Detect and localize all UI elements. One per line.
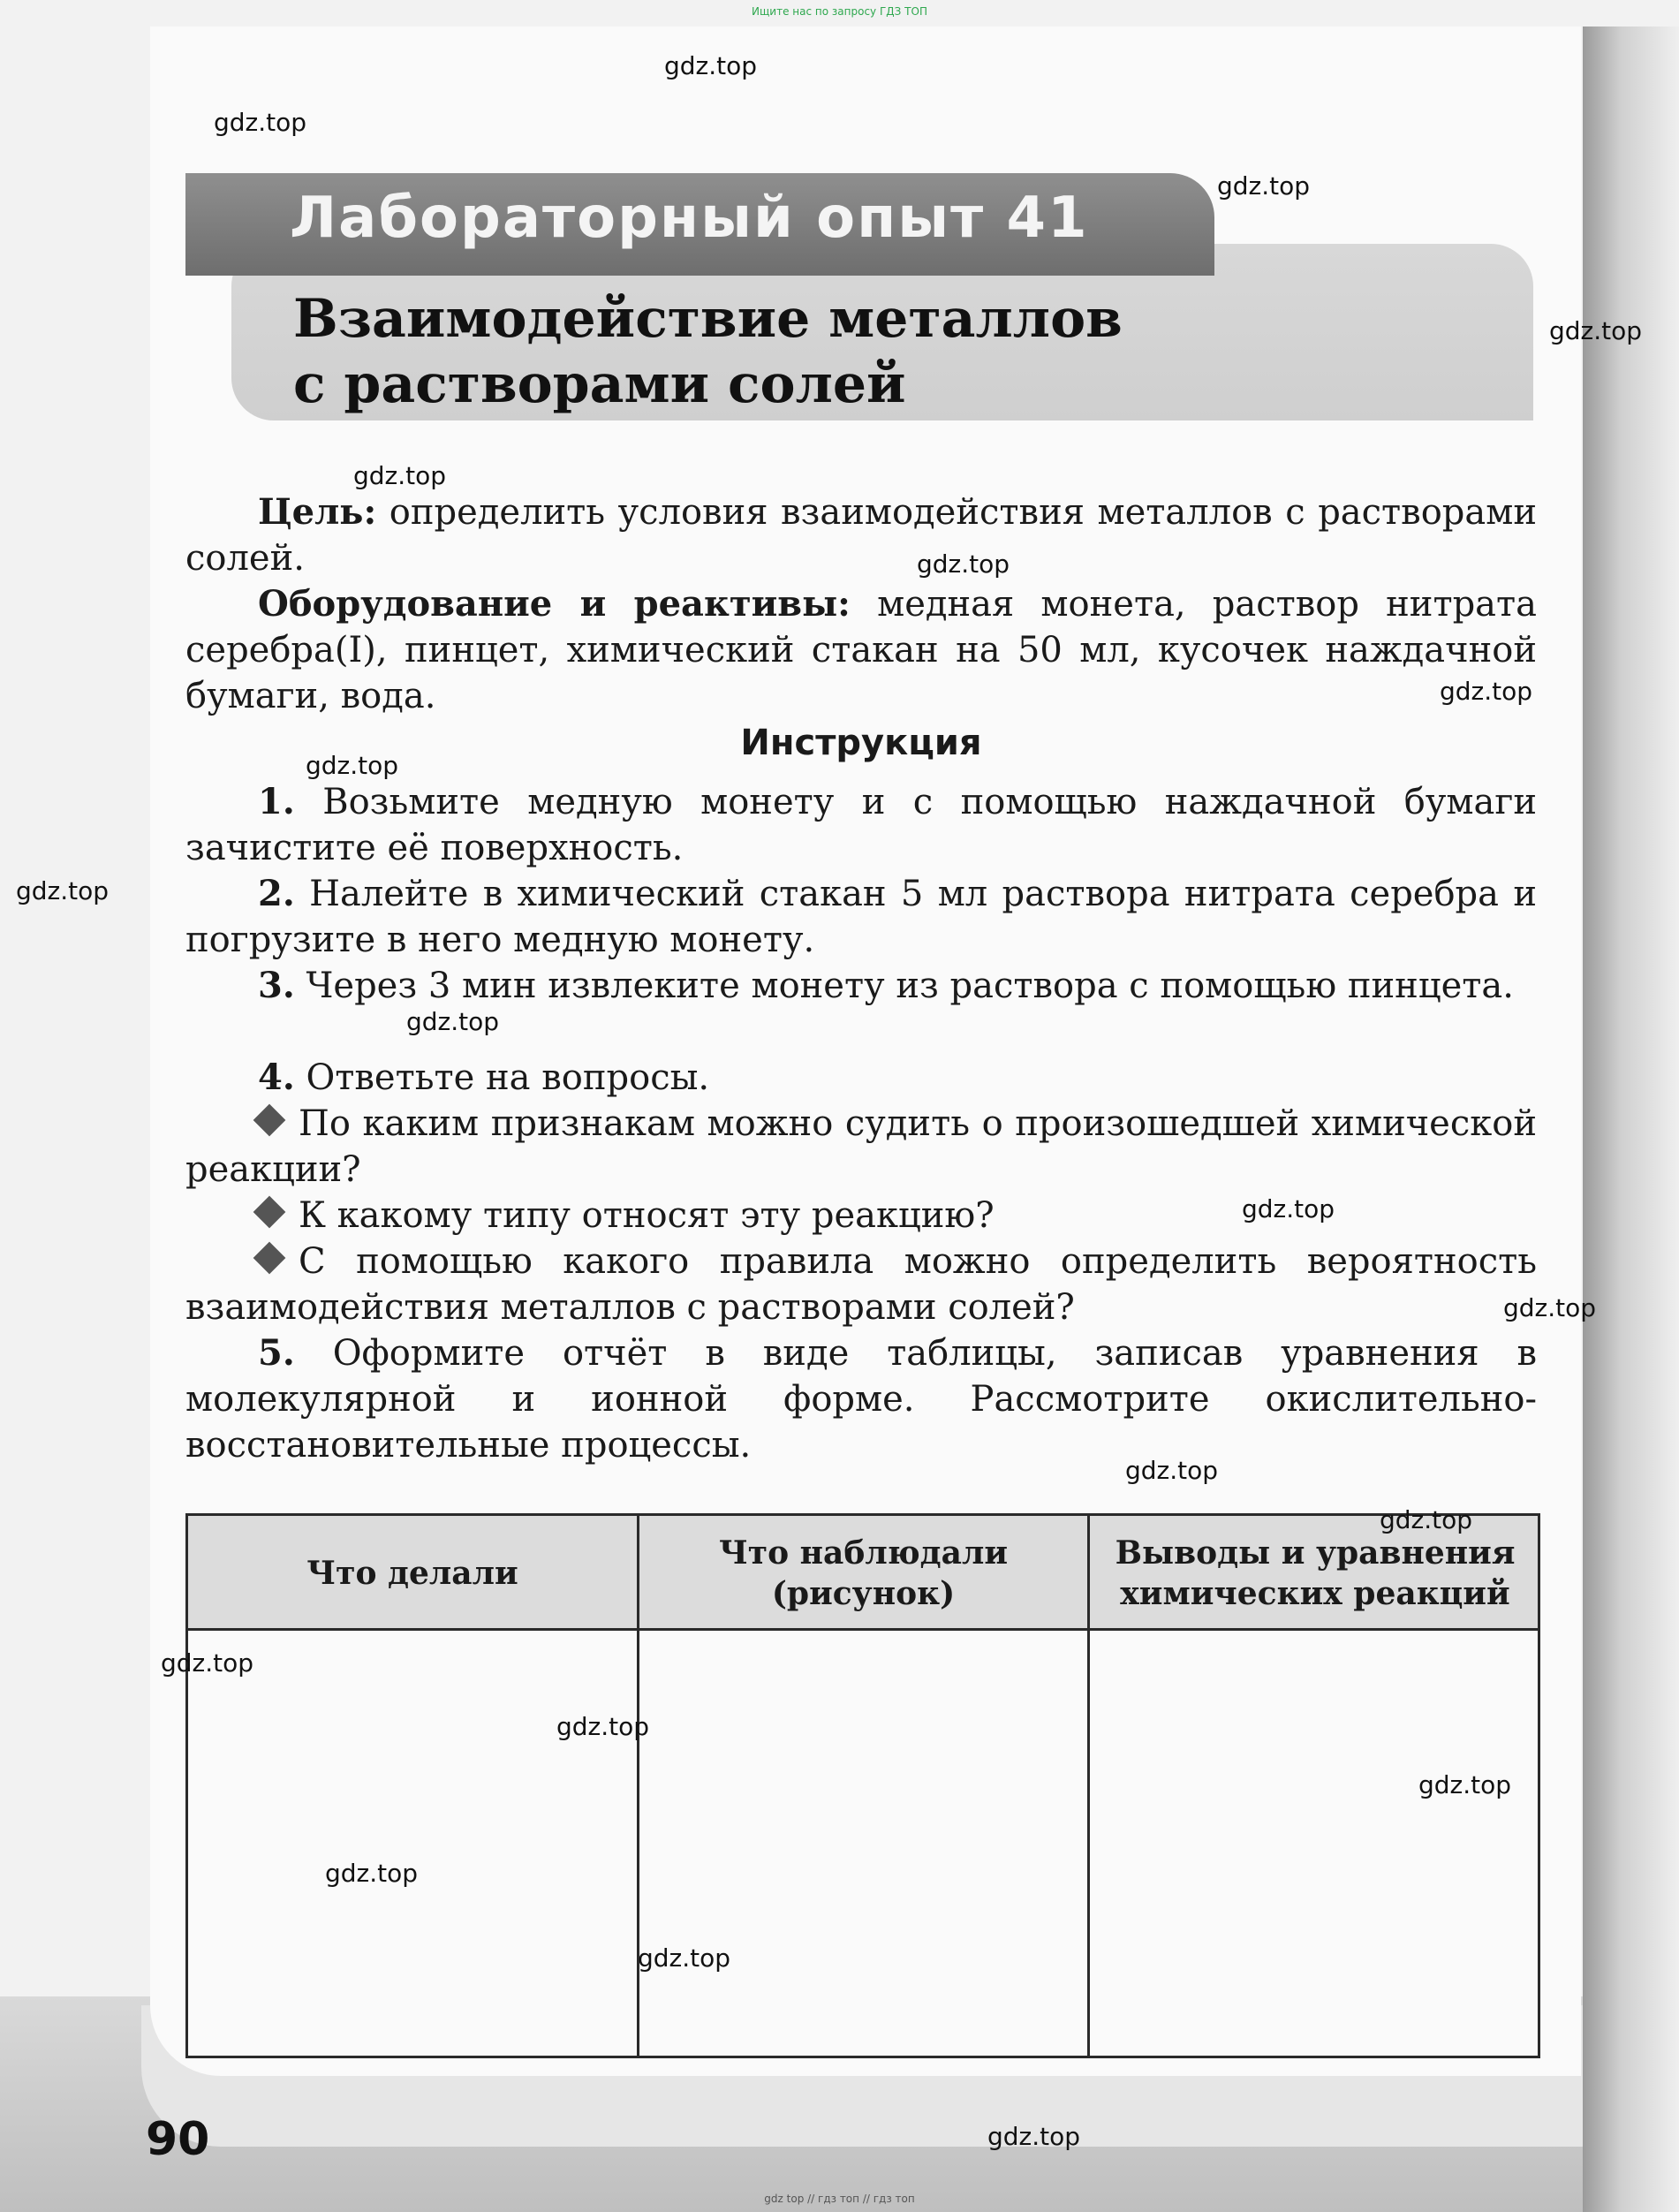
watermark: gdz.top bbox=[325, 1859, 419, 1888]
diamond-bullet-icon bbox=[253, 1242, 286, 1275]
watermark: gdz.top bbox=[638, 1943, 731, 1973]
step-3-text: Через 3 мин извлеките монету из раствора с помощью пинцета. bbox=[306, 966, 1514, 1006]
step-2 bbox=[185, 871, 1537, 963]
watermark: gdz.top bbox=[1125, 1456, 1219, 1485]
watermark: gdz.top bbox=[406, 1007, 500, 1036]
step-1 bbox=[185, 779, 1537, 871]
instruction-heading: Инструкция bbox=[740, 723, 982, 763]
bottom-notice: gdz top // гдз топ // гдз топ bbox=[764, 2193, 915, 2205]
lab-band bbox=[185, 173, 1214, 276]
watermark: gdz.top bbox=[353, 461, 447, 490]
step-4-number: 4. bbox=[258, 1057, 295, 1098]
question-3-text: С помощью какого правила можно определить вероятность взаимодействия металлов с растворами солей? bbox=[185, 1241, 1537, 1328]
watermark: gdz.top bbox=[1440, 677, 1533, 706]
question-1 bbox=[185, 1101, 1537, 1193]
report-table bbox=[185, 1513, 1540, 2058]
step-1-text: Возьмите медную монету и с помощью наждачной бумаги зачистите её поверхность. bbox=[185, 782, 1537, 868]
table-header-observed-line1: Что наблюдали bbox=[718, 1534, 1009, 1572]
watermark: gdz.top bbox=[214, 108, 307, 137]
watermark: gdz.top bbox=[1418, 1770, 1512, 1799]
title-line-2: с растворами солей bbox=[293, 353, 906, 415]
equipment-paragraph bbox=[185, 581, 1537, 719]
step-2-text: Налейте в химический стакан 5 мл раствора нитрата серебра и погрузите в него медную монету. bbox=[185, 874, 1537, 960]
watermark: gdz.top bbox=[16, 876, 110, 905]
step-2-number: 2. bbox=[258, 873, 295, 914]
lab-label: Лабораторный опыт 41 bbox=[290, 186, 1089, 251]
step-3-number: 3. bbox=[258, 965, 295, 1006]
watermark: gdz.top bbox=[1217, 171, 1311, 201]
step-5-number: 5. bbox=[258, 1332, 295, 1374]
top-notice: Ищите нас по запросу ГДЗ ТОП bbox=[752, 5, 927, 18]
watermark: gdz.top bbox=[1503, 1293, 1597, 1322]
table-header-observed bbox=[639, 1516, 1087, 1631]
watermark: gdz.top bbox=[1380, 1505, 1473, 1534]
equipment-text: медная монета, раствор нитрата серебра(I), пинцет, химический стакан на 50 мл, кусочек наждачной бумаги, вода. bbox=[185, 584, 1538, 716]
watermark: gdz.top bbox=[987, 2122, 1081, 2151]
watermark: gdz.top bbox=[917, 549, 1010, 579]
step-5 bbox=[185, 1330, 1537, 1468]
step-1-number: 1. bbox=[258, 781, 295, 822]
diamond-bullet-icon bbox=[253, 1104, 286, 1137]
table-header-what-done-text: Что делали bbox=[306, 1555, 518, 1592]
step-4-text: Ответьте на вопросы. bbox=[306, 1057, 710, 1098]
question-2-text: К какому типу относят эту реакцию? bbox=[299, 1195, 995, 1236]
table-header-observed-line2: (рисунок) bbox=[771, 1575, 956, 1612]
step-5-text: Оформите отчёт в виде таблицы, записав уравнения в молекулярной и ионной форме. Рассмотрите окислительно-восстановительные процессы. bbox=[185, 1333, 1537, 1466]
question-1-text: По каким признакам можно судить о произошедшей химической реакции? bbox=[185, 1103, 1537, 1190]
watermark: gdz.top bbox=[664, 51, 758, 80]
table-header-conclusions bbox=[1090, 1516, 1540, 1631]
diamond-bullet-icon bbox=[253, 1196, 286, 1229]
table-header-what-done bbox=[188, 1516, 637, 1631]
table-header-conclusions-line2: химических реакций bbox=[1120, 1575, 1510, 1612]
book-spine-edge bbox=[1583, 27, 1679, 2212]
goal-label: Цель: bbox=[258, 491, 377, 533]
watermark: gdz.top bbox=[1242, 1194, 1335, 1223]
equipment-label: Оборудование и реактивы: bbox=[258, 583, 851, 625]
title-line-1: Взаимодействие металлов bbox=[293, 288, 1123, 350]
step-3 bbox=[185, 963, 1537, 1009]
watermark: gdz.top bbox=[306, 751, 399, 780]
step-4 bbox=[185, 1055, 1537, 1101]
question-3 bbox=[185, 1239, 1537, 1330]
table-header-conclusions-line1: Выводы и уравнения bbox=[1115, 1534, 1516, 1572]
watermark: gdz.top bbox=[556, 1712, 650, 1741]
page-number: 90 bbox=[146, 2113, 210, 2166]
watermark: gdz.top bbox=[1549, 316, 1643, 345]
watermark: gdz.top bbox=[161, 1648, 254, 1678]
goal-text: определить условия взаимодействия металлов с растворами солей. bbox=[185, 492, 1538, 579]
goal-paragraph bbox=[185, 489, 1537, 581]
